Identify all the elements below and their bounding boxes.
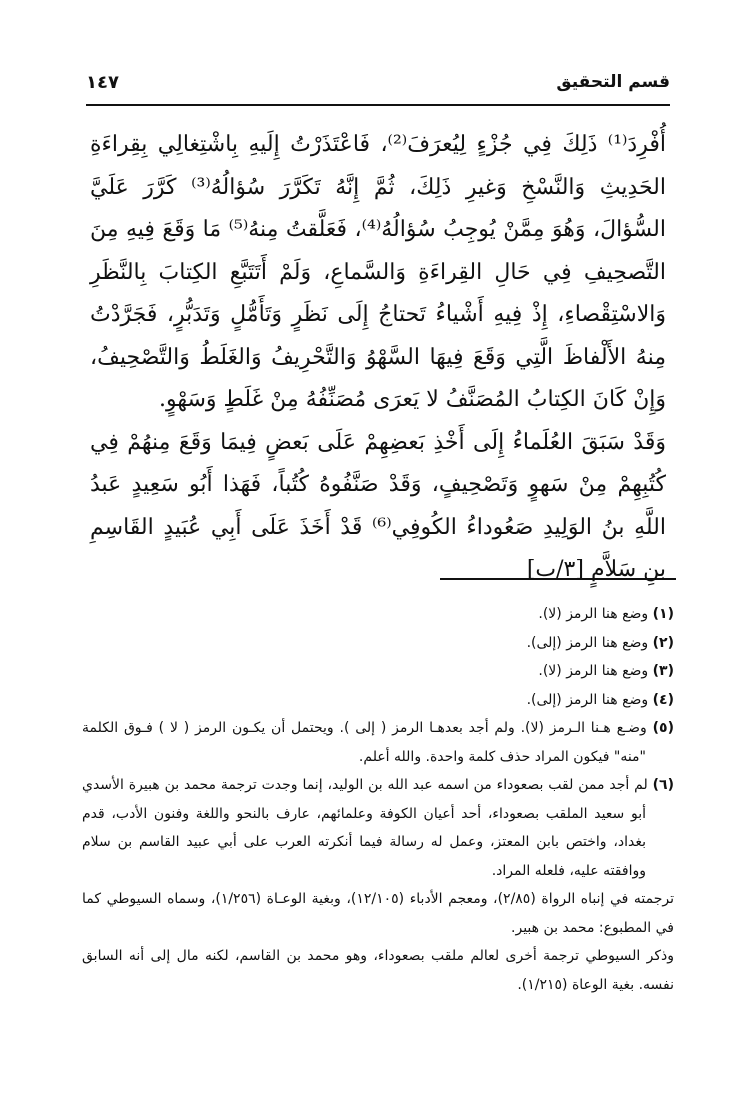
footnote-2 [82, 629, 674, 658]
header-divider [86, 104, 670, 106]
footnote-divider [440, 578, 676, 580]
section-title: قسم التحقيق [556, 72, 670, 92]
footnote-number: (٦) [652, 777, 674, 793]
footnote-1 [82, 600, 674, 629]
footnote-6 [82, 771, 674, 885]
footnote-text: وضع هنا الرمز (لا). [538, 663, 649, 679]
footnote-6-sources: ترجمته في إنباه الرواة (٢/٨٥)، ومعجم الأدباء (١٢/١٠٥)، وبغية الوعـاة (١/٢٥٦)، وسماه السيوطي كما في المطبوع: محمد بن هبير. [82, 891, 674, 936]
footnote-text: وضـع هـنا الـرمز (لا). ولم أجد بعدهـا الرمز ( إلى ). ويحتمل أن يكـون الرمز ( لا ) فـوق الكلمة "منه" فيكون المراد حذف كلمة واحدة. والله أعلم. [82, 720, 647, 765]
footnote-number: (١) [652, 606, 674, 622]
footnote-number: (٥) [652, 720, 674, 736]
paragraph-2: وَقَدْ سَبَقَ العُلَماءُ إِلَى أَخْذِ بَعضِهِمْ عَلَى بَعضٍ فِيمَا وَقَعَ مِنهُمْ فِي كُتُبِهِمْ مِنْ سَهوٍ وَتَصْحِيفٍ، وَقَدْ صَنَّفُوهُ كُتُباً، فَهَذا أَبُو سَعِيدٍ عَبدُ اللَّهِ بنُ الوَلِيدِ صَعُوداءُ الكُوفِي⁽⁶⁾ قَدْ أَخَذَ عَلَى أَبِي عُبَيدٍ القَاسِمِ بنِ سَلاَّمٍ [٣/ب] [90, 429, 666, 582]
page-number: ١٤٧ [86, 72, 119, 93]
paragraph-1: أُفْرِدَ⁽¹⁾ ذَلِكَ فِي جُزْءٍ لِيُعرَفَ⁽²⁾، فَاعْتَذَرْتُ إِلَيهِ بِاشْتِغالِي بِقِراءَةِ الحَدِيثِ وَالنَّسْخِ وَغيرِ ذَلِكَ، ثُمَّ إِنَّهُ تَكَرَّرَ سُؤالُهُ⁽³⁾ كَرَّرَ عَلَيَّ السُّؤالَ، وَهُوَ مِمَّنْ يُوجِبُ سُؤالُهُ⁽⁴⁾، فَعَلَّقتُ مِنهُ⁽⁵⁾ مَا وَقَعَ فِيهِ مِنَ التَّصحِيفِ فِي حَالِ القِراءَةِ وَالسَّماعِ، وَلَمْ أَتَتَبَّعِ الكِتابَ بِالنَّظَرِ وَالاسْتِقْصاءِ، إِذْ فِيهِ أَشْياءُ تَحتاجُ إِلَى نَظَرٍ وَتَأَمُّلٍ وَتَدَبُّرٍ، فَجَرَّدْتُ مِنهُ الأَلْفاظَ الَّتِي وَقَعَ فِيهَا السَّهْوُ وَالتَّحْرِيفُ وَالغَلَطُ وَالتَّصْحِيفُ، وَإِنْ كَانَ الكِتابُ المُصَنَّفُ لا يَعرَى مُصَنِّفُهُ مِنْ غَلَطٍ وَسَهْوٍ. [90, 132, 667, 412]
footnote-5 [82, 714, 674, 771]
page-header [86, 70, 670, 104]
footnote-6-note: وذكر السيوطي ترجمة أخرى لعالم ملقب بصعوداء، وهو محمد بن القاسم، لكنه مال إلى أنه السابق نفسه. بغية الوعاة (١/٢١٥). [82, 948, 674, 993]
footnote-number: (٢) [652, 634, 674, 651]
footnote-number: (٣) [652, 663, 674, 679]
footnote-4 [82, 686, 674, 715]
footnotes [82, 600, 674, 999]
main-text [90, 124, 666, 592]
footnote-number: (٤) [652, 691, 674, 708]
footnote-text: وضع هنا الرمز (لا). [538, 606, 649, 622]
footnote-text: لم أجد ممن لقب بصعوداء من اسمه عبد الله بن الوليد، إنما وجدت ترجمة محمد بن هبيرة الأسدي أبو سعيد الملقب بصعوداء، أحد أعيان الكوفة وعلمائهم، عارف بالنحو واللغة وفنون الأدب، قدم بغداد، واختص بابن المعتز، وعمل له رسالة فيما أنكرته العرب على أبي عبيد القاسم بن سلام ووافقته عليه، فلعله المراد. [82, 777, 648, 879]
footnote-text: وضع هنا الرمز (إلى). [526, 691, 649, 708]
footnote-3 [82, 657, 674, 686]
footnote-text: وضع هنا الرمز (إلى). [526, 634, 649, 651]
